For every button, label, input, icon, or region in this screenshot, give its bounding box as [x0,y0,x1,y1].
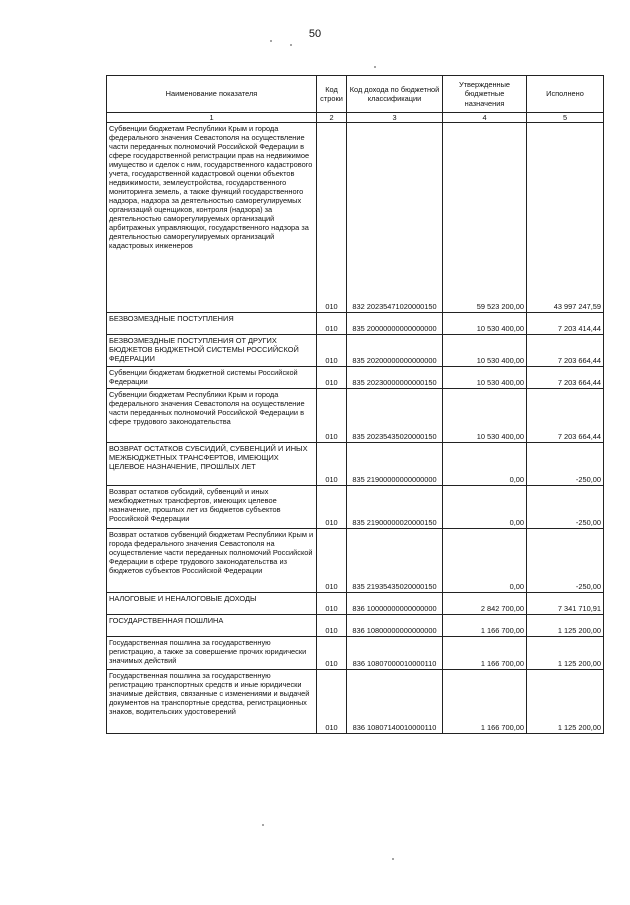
table-row [107,389,604,443]
row-executed: -250,00 [527,529,604,593]
scan-speck [290,44,292,46]
row-name: Возврат остатков субвенций бюджетам Республики Крым и города федерального значения Севастополя на осуществление части переданных полномочий Российской Федерации в сфере трудового законодательства из бюджетов субъектов Российской Федерации [107,529,317,593]
row-approved: 10 530 400,00 [443,335,527,367]
table-row [107,637,604,670]
header-indicator-name: Наименование показателя [107,76,317,113]
column-number: 3 [347,113,443,123]
row-approved: 10 530 400,00 [443,313,527,335]
row-code: 010 [317,389,347,443]
header-executed: Исполнено [527,76,604,113]
row-kbk: 836 10807000010000110 [347,637,443,670]
row-name: БЕЗВОЗМЕЗДНЫЕ ПОСТУПЛЕНИЯ [107,313,317,335]
table-row [107,335,604,367]
row-executed: 7 203 664,44 [527,389,604,443]
row-kbk: 835 20235435020000150 [347,389,443,443]
table-row [107,670,604,734]
row-name: Государственная пошлина за государственную регистрацию транспортных средств и иные юридически значимые действия, связанные с изменениями и выдачей документов на транспортные средства, регистрационных знаков, водительских удостоверений [107,670,317,734]
row-executed: 1 125 200,00 [527,637,604,670]
row-kbk: 835 21900000000000000 [347,443,443,486]
row-code: 010 [317,367,347,389]
header-approved: Утвержденные бюджетные назначения [443,76,527,113]
table-row [107,443,604,486]
row-name: Субвенции бюджетам Республики Крым и города федерального значения Севастополя на осуществление части переданных полномочий Российской Федерации в сфере государственной регистрации прав на недвижимое имущество и сделок с ним, государственного кадастрового учета, государственной кадастровой оценки объектов недвижимости, землеустройства, государственного мониторинга земель, а также функций государственного надзора, надзора за деятельностью саморегулируемых организаций оценщиков, контроля (надзора) за деятельностью саморегулируемых организаций арбитражных управляющих, государственного надзора за деятельностью саморегулируемых организаций кадастровых инженеров [107,123,317,313]
row-code: 010 [317,443,347,486]
scan-speck [262,824,264,826]
row-code: 010 [317,529,347,593]
table-row [107,529,604,593]
header-income-code: Код дохода по бюджетной классификации [347,76,443,113]
row-executed: -250,00 [527,486,604,529]
row-kbk: 835 20230000000000150 [347,367,443,389]
row-code: 010 [317,670,347,734]
row-executed: 1 125 200,00 [527,615,604,637]
table-header-row [107,76,604,113]
row-executed: 7 341 710,91 [527,593,604,615]
table-row [107,615,604,637]
row-approved: 0,00 [443,486,527,529]
row-executed: 7 203 664,44 [527,335,604,367]
row-kbk: 835 21900000020000150 [347,486,443,529]
row-code: 010 [317,615,347,637]
row-approved: 59 523 200,00 [443,123,527,313]
row-kbk: 835 20000000000000000 [347,313,443,335]
row-code: 010 [317,313,347,335]
budget-execution-table [106,75,604,734]
column-number-row [107,113,604,123]
row-kbk: 835 20200000000000000 [347,335,443,367]
column-number: 5 [527,113,604,123]
row-approved: 10 530 400,00 [443,367,527,389]
table-row [107,367,604,389]
column-number: 2 [317,113,347,123]
row-name: Возврат остатков субсидий, субвенций и иных межбюджетных трансфертов, имеющих целевое назначение, прошлых лет из бюджетов субъектов Российской Федерации [107,486,317,529]
scan-speck [374,66,376,68]
row-executed: -250,00 [527,443,604,486]
row-code: 010 [317,335,347,367]
page-number: 50 [308,28,322,40]
table-row [107,486,604,529]
row-kbk: 836 10000000000000000 [347,593,443,615]
header-line-code: Код строки [317,76,347,113]
table-row [107,123,604,313]
row-name: ГОСУДАРСТВЕННАЯ ПОШЛИНА [107,615,317,637]
row-name: Субвенции бюджетам бюджетной системы Российской Федерации [107,367,317,389]
row-kbk: 836 10807140010000110 [347,670,443,734]
row-code: 010 [317,486,347,529]
row-name: НАЛОГОВЫЕ И НЕНАЛОГОВЫЕ ДОХОДЫ [107,593,317,615]
row-approved: 1 166 700,00 [443,615,527,637]
row-executed: 7 203 664,44 [527,367,604,389]
row-code: 010 [317,637,347,670]
table-row [107,593,604,615]
row-executed: 7 203 414,44 [527,313,604,335]
row-executed: 43 997 247,59 [527,123,604,313]
row-approved: 2 842 700,00 [443,593,527,615]
row-approved: 0,00 [443,529,527,593]
row-approved: 1 166 700,00 [443,637,527,670]
row-approved: 0,00 [443,443,527,486]
column-number: 1 [107,113,317,123]
row-name: БЕЗВОЗМЕЗДНЫЕ ПОСТУПЛЕНИЯ ОТ ДРУГИХ БЮДЖЕТОВ БЮДЖЕТНОЙ СИСТЕМЫ РОССИЙСКОЙ ФЕДЕРАЦИИ [107,335,317,367]
row-kbk: 835 21935435020000150 [347,529,443,593]
row-code: 010 [317,593,347,615]
row-name: ВОЗВРАТ ОСТАТКОВ СУБСИДИЙ, СУБВЕНЦИЙ И ИНЫХ МЕЖБЮДЖЕТНЫХ ТРАНСФЕРТОВ, ИМЕЮЩИХ ЦЕЛЕВОЕ НАЗНАЧЕНИЕ, ПРОШЛЫХ ЛЕТ [107,443,317,486]
row-approved: 1 166 700,00 [443,670,527,734]
row-code: 010 [317,123,347,313]
row-executed: 1 125 200,00 [527,670,604,734]
column-number: 4 [443,113,527,123]
row-name: Субвенции бюджетам Республики Крым и города федерального значения Севастополя на осуществление части переданных полномочий Российской Федерации в сфере трудового законодательства [107,389,317,443]
scan-speck [392,858,394,860]
scan-speck [270,40,272,42]
row-kbk: 832 20235471020000150 [347,123,443,313]
row-name: Государственная пошлина за государственную регистрацию, а также за совершение прочих юридически значимых действий [107,637,317,670]
table-row [107,313,604,335]
row-kbk: 836 10800000000000000 [347,615,443,637]
row-approved: 10 530 400,00 [443,389,527,443]
